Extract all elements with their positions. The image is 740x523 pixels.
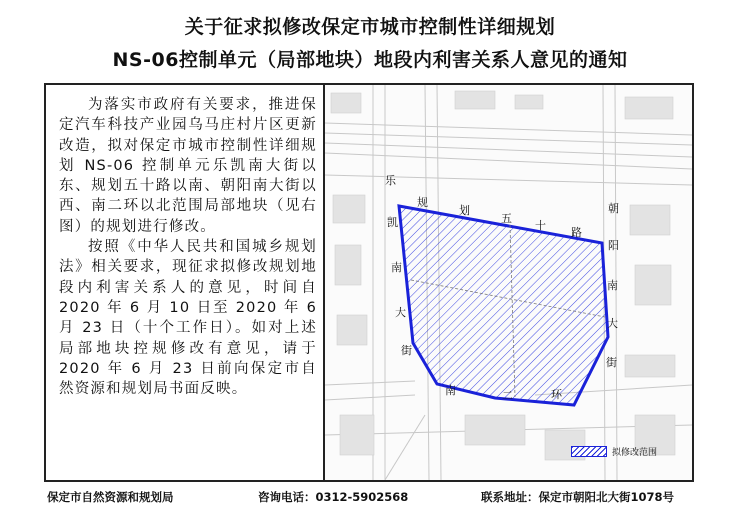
notice-title-line2: NS-06控制单元（局部地块）地段内利害关系人意见的通知 xyxy=(112,49,628,71)
legend-label: 拟修改范围 xyxy=(612,447,658,458)
road-label-west-4: 大 xyxy=(395,306,406,319)
site-map xyxy=(325,85,692,480)
road-label-north-1: 规 xyxy=(417,196,428,209)
road-label-east-1: 朝 xyxy=(608,202,619,215)
road-label-south-1: 南 xyxy=(445,384,456,397)
footer-phone: 咨询电话：0312-5902568 xyxy=(258,490,409,504)
notice-paragraph-2: 按照《中华人民共和国城乡规划法》相关要求，现征求拟修改规划地段内利害关系人的意见，时间自 2020 年 6 月 10 日至 2020 年 6 月 23 日（十个工作日）。如对上述局部地块控规修改有意见，请于 2020 年 6 月 23 日前向保定市自然资源和规划局书面反映。 xyxy=(59,239,317,398)
road-label-west-3: 南 xyxy=(391,261,402,274)
road-label-east-5: 街 xyxy=(606,356,617,369)
footer-organization: 保定市自然资源和规划局 xyxy=(47,490,174,504)
road-label-north-3: 五 xyxy=(501,212,512,225)
road-label-south-3: 环 xyxy=(551,388,562,401)
map-legend xyxy=(571,442,669,460)
road-label-north-4: 十 xyxy=(535,219,546,232)
road-label-west-1: 乐 xyxy=(385,174,396,187)
road-label-north-2: 划 xyxy=(459,204,470,217)
footer-address: 联系地址：保定市朝阳北大街1078号 xyxy=(481,490,675,504)
road-label-west-5: 街 xyxy=(401,344,412,357)
legend-swatch xyxy=(571,446,607,457)
road-label-east-3: 南 xyxy=(607,279,618,292)
road-label-east-4: 大 xyxy=(607,317,618,330)
site-map-svg xyxy=(325,85,692,480)
road-label-west-2: 凯 xyxy=(387,216,398,229)
road-label-east-2: 阳 xyxy=(608,239,619,252)
road-label-north-5: 路 xyxy=(571,226,582,239)
notice-paragraph-1: 为落实市政府有关要求，推进保定汽车科技产业园乌马庄村片区更新改造，拟对保定市城市控制性详细规划 NS-06 控制单元乐凯南大街以东、规划五十路以南、朝阳南大街以西、南二环以北范围局部地块（见右图）的规划进行修改。 xyxy=(59,97,317,235)
notice-body xyxy=(59,95,317,399)
notice-title-line1: 关于征求拟修改保定市城市控制性详细规划 xyxy=(184,16,556,38)
road-label-south-2: 二 xyxy=(502,389,513,402)
